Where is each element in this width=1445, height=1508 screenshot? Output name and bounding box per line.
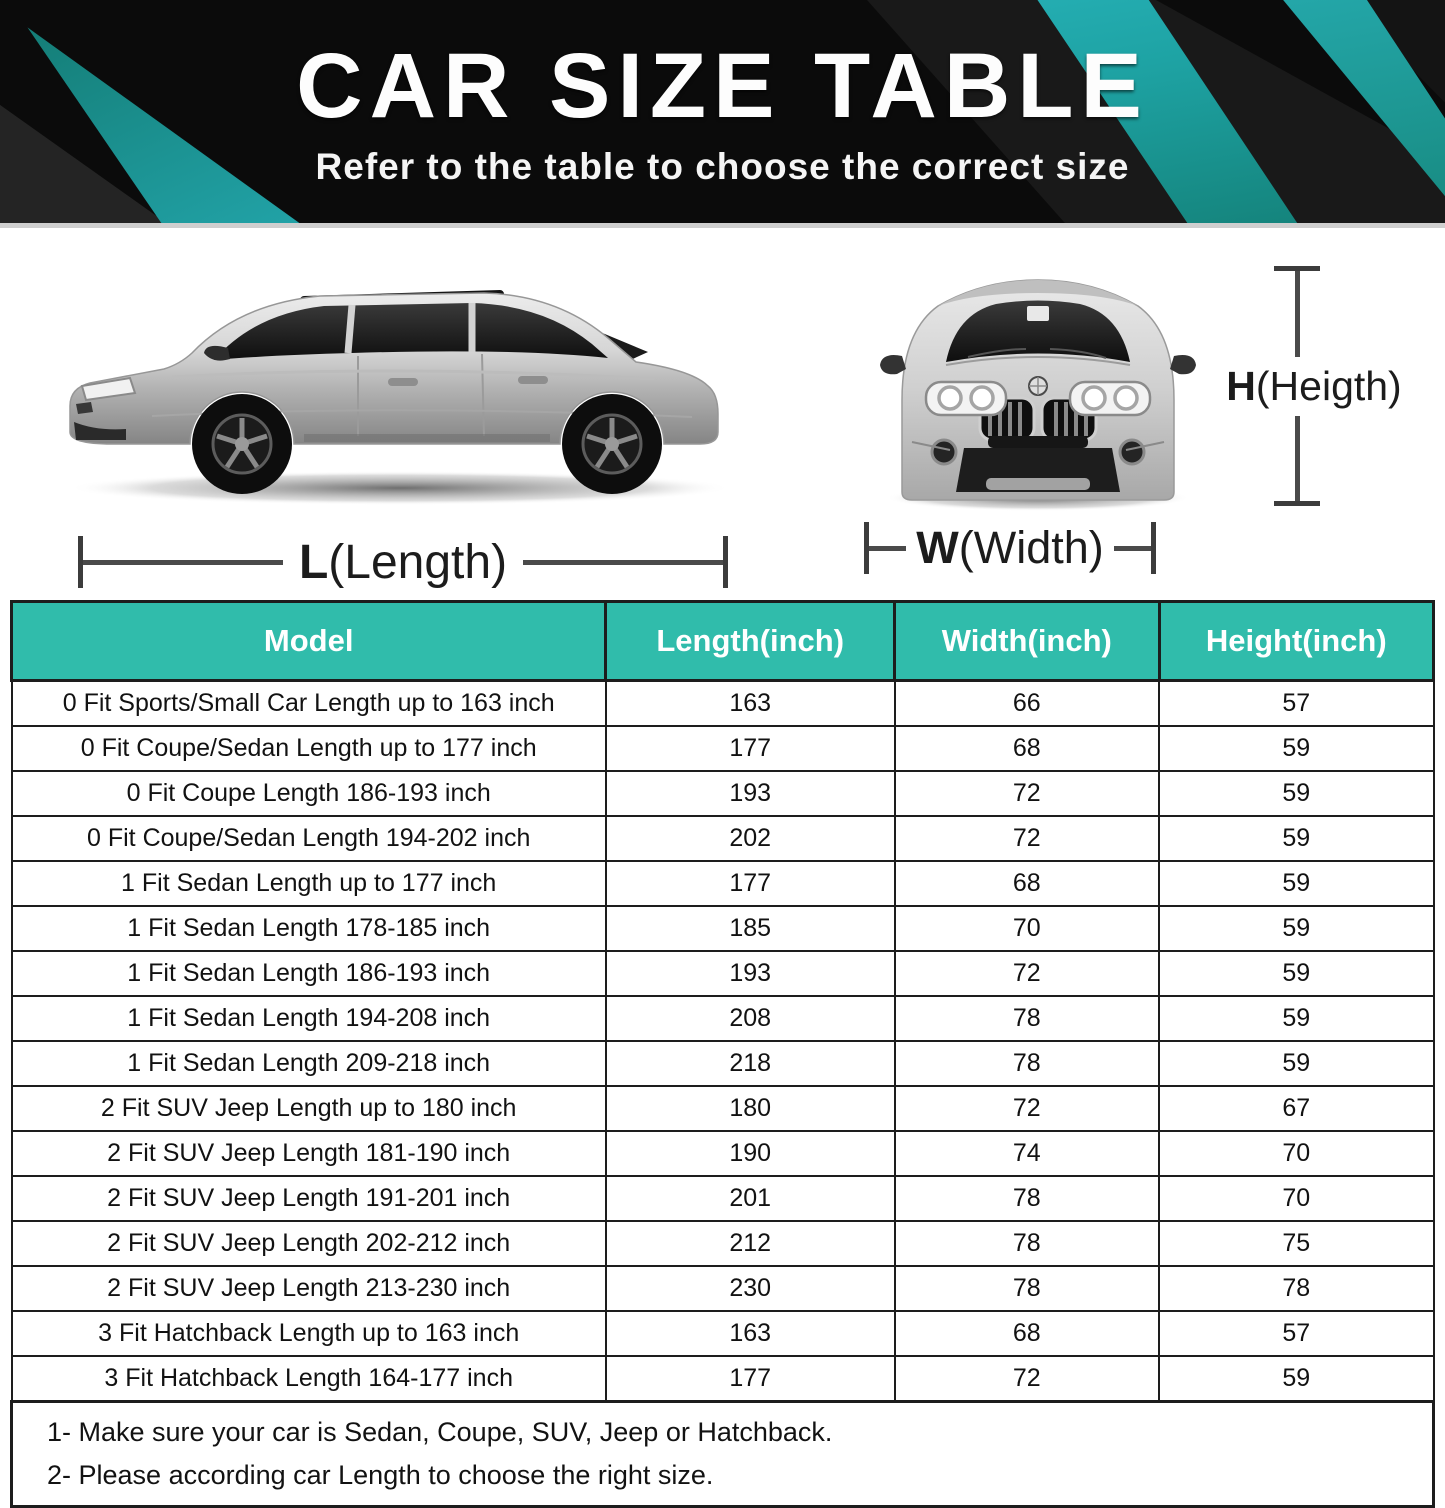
table-row	[12, 1131, 1434, 1176]
dimension-line	[83, 560, 283, 565]
page-title: CAR SIZE TABLE	[296, 35, 1149, 137]
table-row	[12, 1041, 1434, 1086]
cell-height: 59	[1159, 771, 1433, 816]
table-row	[12, 861, 1434, 906]
height-dimension-line	[1226, 266, 1402, 506]
table-body	[12, 681, 1434, 1402]
table-row	[12, 681, 1434, 727]
cell-length: 212	[606, 1221, 895, 1266]
column-header-height: Height(inch)	[1159, 602, 1433, 681]
cell-height: 57	[1159, 681, 1433, 727]
dimension-line	[1295, 416, 1300, 502]
cell-width: 70	[895, 906, 1159, 951]
height-word: (Heigth)	[1255, 362, 1402, 409]
cell-height: 59	[1159, 726, 1433, 771]
cell-height: 57	[1159, 1311, 1433, 1356]
table-row	[12, 996, 1434, 1041]
table-row	[12, 1356, 1434, 1402]
cell-model: 1 Fit Sedan Length 178-185 inch	[12, 906, 606, 951]
cell-model: 0 Fit Coupe/Sedan Length 194-202 inch	[12, 816, 606, 861]
cell-height: 59	[1159, 906, 1433, 951]
table-row	[12, 1176, 1434, 1221]
suv-front-view-image	[868, 240, 1208, 515]
cell-width: 72	[895, 1356, 1159, 1402]
cell-height: 59	[1159, 996, 1433, 1041]
height-label	[1226, 357, 1401, 416]
cell-model: 0 Fit Coupe/Sedan Length up to 177 inch	[12, 726, 606, 771]
dimension-line	[1295, 271, 1300, 357]
cell-width: 78	[895, 1221, 1159, 1266]
table-row	[12, 1311, 1434, 1356]
cell-length: 163	[606, 1311, 895, 1356]
column-header-model: Model	[12, 602, 606, 681]
cell-model: 1 Fit Sedan Length 194-208 inch	[12, 996, 606, 1041]
cell-width: 68	[895, 861, 1159, 906]
cell-width: 78	[895, 1176, 1159, 1221]
dimension-cap	[1151, 522, 1156, 574]
length-letter: L	[298, 535, 329, 589]
cell-length: 202	[606, 816, 895, 861]
front-wheel	[192, 394, 292, 494]
cell-model: 0 Fit Coupe Length 186-193 inch	[12, 771, 606, 816]
cell-width: 78	[895, 996, 1159, 1041]
cell-length: 190	[606, 1131, 895, 1176]
width-word: (Width)	[958, 522, 1104, 573]
column-header-width: Width(inch)	[895, 602, 1159, 681]
length-label	[283, 535, 523, 590]
table-header	[12, 602, 1434, 681]
dimension-line	[1114, 546, 1151, 551]
cell-width: 74	[895, 1131, 1159, 1176]
column-header-length: Length(inch)	[606, 602, 895, 681]
dimension-line	[523, 560, 723, 565]
cell-model: 1 Fit Sedan Length 186-193 inch	[12, 951, 606, 996]
table-row	[12, 951, 1434, 996]
cell-length: 193	[606, 951, 895, 996]
cell-length: 201	[606, 1176, 895, 1221]
cell-height: 59	[1159, 1041, 1433, 1086]
cell-model: 2 Fit SUV Jeep Length 181-190 inch	[12, 1131, 606, 1176]
cell-height: 59	[1159, 861, 1433, 906]
width-label	[906, 522, 1113, 574]
cell-width: 72	[895, 816, 1159, 861]
cell-length: 230	[606, 1266, 895, 1311]
width-dimension-line	[864, 520, 1156, 576]
dimension-diagram	[0, 228, 1445, 600]
cell-model: 2 Fit SUV Jeep Length 191-201 inch	[12, 1176, 606, 1221]
cell-length: 208	[606, 996, 895, 1041]
cell-length: 185	[606, 906, 895, 951]
header-banner	[0, 0, 1445, 228]
cell-width: 72	[895, 771, 1159, 816]
cell-length: 218	[606, 1041, 895, 1086]
table-row	[12, 771, 1434, 816]
cell-length: 163	[606, 681, 895, 727]
table-row	[12, 726, 1434, 771]
cell-width: 72	[895, 1086, 1159, 1131]
car-size-table	[10, 600, 1435, 1508]
page-subtitle: Refer to the table to choose the correct size	[315, 146, 1130, 187]
cell-width: 68	[895, 1311, 1159, 1356]
cell-height: 59	[1159, 816, 1433, 861]
cell-height: 78	[1159, 1266, 1433, 1311]
width-letter: W	[916, 522, 959, 573]
rear-wheel	[562, 394, 662, 494]
cell-width: 78	[895, 1266, 1159, 1311]
cell-height: 59	[1159, 1356, 1433, 1402]
cell-length: 180	[606, 1086, 895, 1131]
note-line-1: 1- Make sure your car is Sedan, Coupe, SUV, Jeep or Hatchback.	[47, 1417, 833, 1447]
table-row	[12, 1086, 1434, 1131]
length-word: (Length)	[328, 535, 508, 589]
table-row	[12, 1266, 1434, 1311]
cell-model: 3 Fit Hatchback Length up to 163 inch	[12, 1311, 606, 1356]
cell-height: 67	[1159, 1086, 1433, 1131]
height-letter: H	[1226, 362, 1256, 409]
note-line-2: 2- Please according car Length to choose the right size.	[47, 1460, 714, 1491]
cell-model: 2 Fit SUV Jeep Length 202-212 inch	[12, 1221, 606, 1266]
cell-length: 177	[606, 726, 895, 771]
cell-width: 72	[895, 951, 1159, 996]
cell-height: 59	[1159, 951, 1433, 996]
cell-height: 75	[1159, 1221, 1433, 1266]
table-row	[12, 906, 1434, 951]
table-row	[12, 816, 1434, 861]
cell-width: 66	[895, 681, 1159, 727]
suv-side-view-image	[52, 236, 742, 511]
length-dimension-line	[78, 534, 728, 590]
cell-model: 0 Fit Sports/Small Car Length up to 163 inch	[12, 681, 606, 727]
cell-width: 68	[895, 726, 1159, 771]
cell-length: 177	[606, 861, 895, 906]
cell-width: 78	[895, 1041, 1159, 1086]
cell-length: 193	[606, 771, 895, 816]
cell-model: 3 Fit Hatchback Length 164-177 inch	[12, 1356, 606, 1402]
cell-model: 2 Fit SUV Jeep Length up to 180 inch	[12, 1086, 606, 1131]
cell-model: 2 Fit SUV Jeep Length 213-230 inch	[12, 1266, 606, 1311]
table-row	[12, 1221, 1434, 1266]
cell-length: 177	[606, 1356, 895, 1402]
dimension-cap	[1274, 501, 1320, 506]
dimension-line	[869, 546, 906, 551]
cell-height: 70	[1159, 1176, 1433, 1221]
dimension-cap	[723, 536, 728, 588]
table-notes	[12, 1402, 1434, 1507]
cell-height: 70	[1159, 1131, 1433, 1176]
cell-model: 1 Fit Sedan Length up to 177 inch	[12, 861, 606, 906]
cell-model: 1 Fit Sedan Length 209-218 inch	[12, 1041, 606, 1086]
